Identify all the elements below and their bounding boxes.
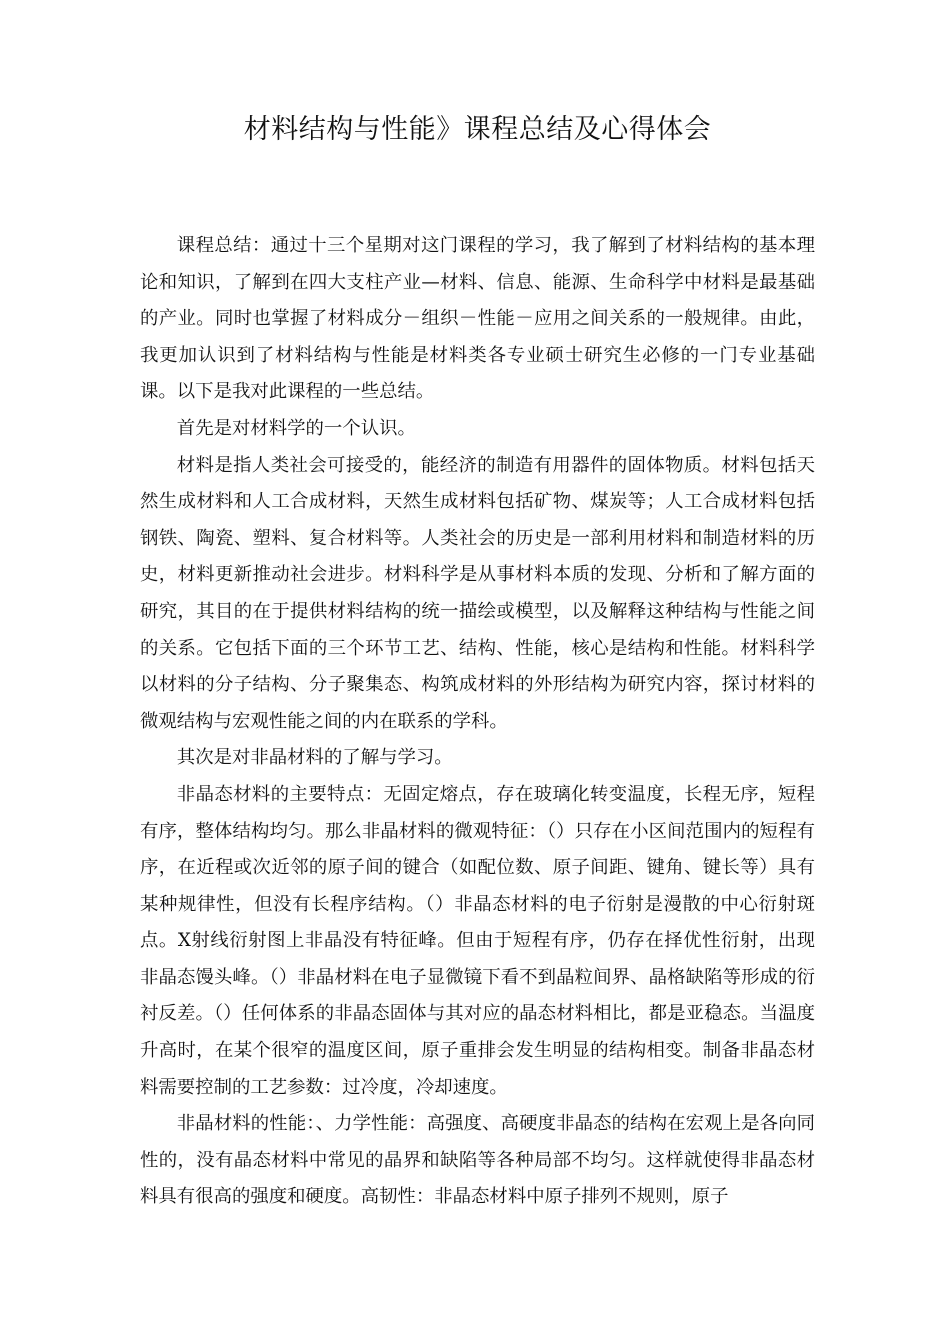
paragraph-materials-intro-heading: 首先是对材料学的一个认识。	[176, 417, 416, 439]
document-title: 材料结构与性能》课程总结及心得体会	[243, 114, 712, 145]
paragraph-amorphous-intro-heading: 其次是对非晶材料的了解与学习。	[176, 747, 453, 769]
paragraph-materials-definition: 材料是指人类社会可接受的，能经济的制造有用器件的固体物质。材料包括天然生成材料和人工合成材料，天然生成材料包括矿物、煤炭等；人工合成材料包括钢铁、陶瓷、塑料、复合材料等。人类社会的历史是一部利用材料和制造材料的历史，材料更新推动社会进步。材料科学是从事材料本质的发现、分析和了解方面的研究，其目的在于提供材料结构的统一描绘或模型，以及解释这种结构与性能之间的关系。它包括下面的三个环节工艺、结构、性能，核心是结构和性能。材料科学以材料的分子结构、分子聚集态、构筑成材料的外形结构为研究内容，探讨材料的微观结构与宏观性能之间的内在联系的学科。	[140, 454, 815, 732]
paragraph-amorphous-features: 非晶态材料的主要特点：无固定熔点，存在玻璃化转变温度，长程无序，短程有序，整体结构均匀。那么非晶材料的微观特征：（）只存在小区间范围内的短程有序，在近程或次近邻的原子间的键合（如配位数、原子间距、键角、键长等）具有某种规律性，但没有长程序结构。（）非晶态材料的电子衍射是漫散的中心衍射斑点。X射线衍射图上非晶没有特征峰。但由于短程有序，仍存在择优性衍射，出现非晶态馒头峰。（）非晶材料在电子显微镜下看不到晶粒间界、晶格缺陷等形成的衍衬反差。（）任何体系的非晶态固体与其对应的晶态材料相比，都是亚稳态。当温度升高时，在某个很窄的温度区间，原子重排会发生明显的结构相变。制备非晶态材料需要控制的工艺参数：过冷度，冷却速度。	[140, 783, 815, 1098]
paragraph-amorphous-properties: 非晶材料的性能：、力学性能：高强度、高硬度非晶态的结构在宏观上是各向同性的，没有晶态材料中常见的晶界和缺陷等各种局部不均匀。这样就使得非晶态材料具有很高的强度和硬度。高韧性：非晶态材料中原子排列不规则，原子	[140, 1113, 815, 1208]
paragraph-course-summary: 课程总结：通过十三个星期对这门课程的学习，我了解到了材料结构的基本理论和知识，了解到在四大支柱产业—材料、信息、能源、生命科学中材料是最基础的产业。同时也掌握了材料成分－组织－性能－应用之间关系的一般规律。由此，我更加认识到了材料结构与性能是材料类各专业硕士研究生必修的一门专业基础课。以下是我对此课程的一些总结。	[140, 235, 815, 403]
